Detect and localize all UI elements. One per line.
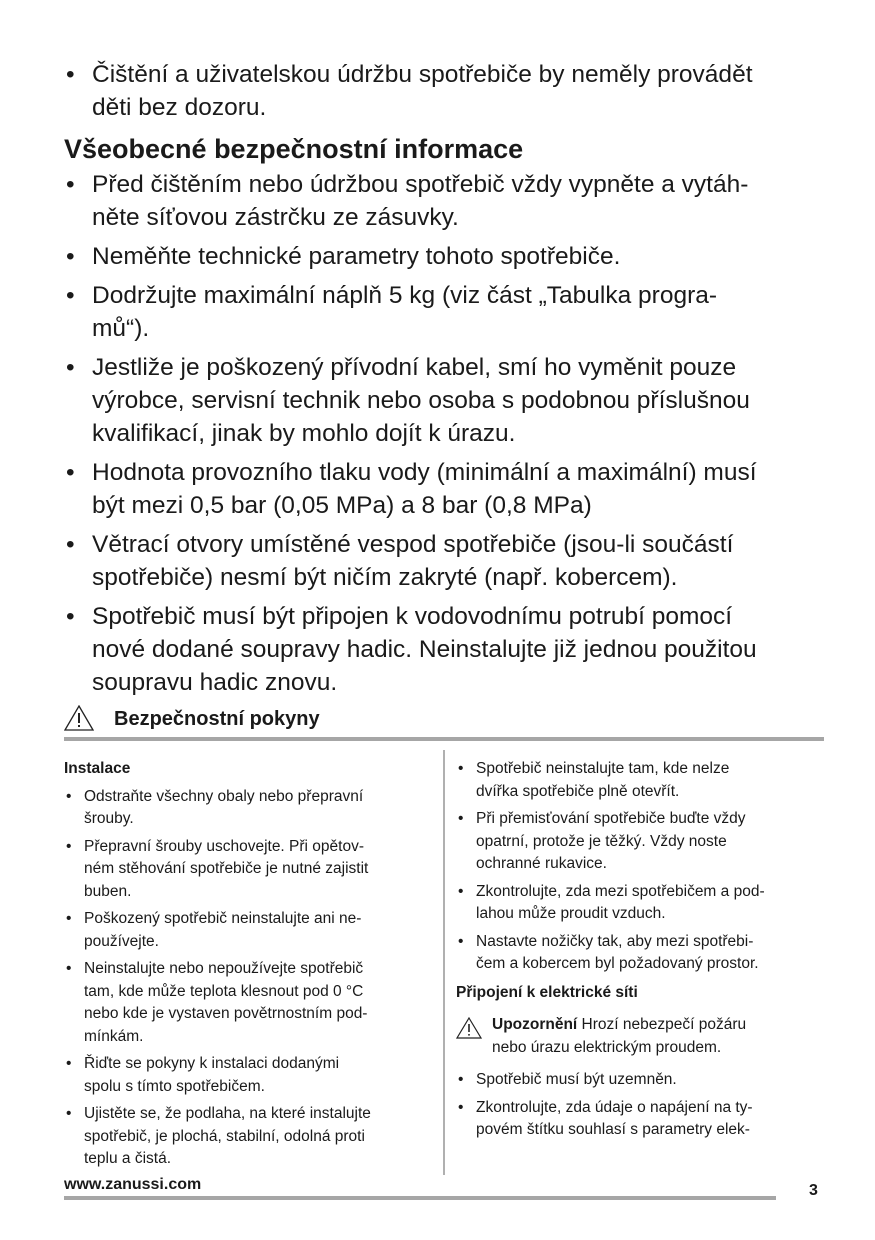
bullet-icon: • bbox=[66, 910, 72, 927]
list-item bbox=[64, 836, 434, 904]
list-item-line: mínkám. bbox=[84, 1027, 144, 1045]
list-item-line: něte síťovou zástrčku ze zásuvky. bbox=[92, 204, 459, 231]
list-item-line: děti bez dozoru. bbox=[92, 94, 267, 121]
list-item bbox=[64, 351, 824, 450]
bullet-icon: • bbox=[458, 1071, 464, 1088]
list-item-line: ochranné rukavice. bbox=[476, 855, 607, 872]
list-item-line: Větrací otvory umístěné vespod spotřebiče (jsou-li součástí bbox=[92, 531, 734, 558]
section-title: Bezpečnostní pokyny bbox=[114, 708, 320, 730]
general-safety-section bbox=[64, 58, 824, 705]
list-item bbox=[64, 600, 824, 699]
list-item-line: Jestliže je poškozený přívodní kabel, smí ho vyměnit pouze bbox=[92, 354, 737, 381]
list-item bbox=[64, 168, 824, 234]
list-item-line: Spotřebič neinstalujte tam, kde nelze bbox=[476, 760, 730, 777]
warning-icon bbox=[64, 705, 94, 731]
installation-heading: Instalace bbox=[64, 760, 131, 777]
list-item-line: ném stěhování spotřebiče je nutné zajistit bbox=[84, 860, 369, 877]
warning-text: Hrozí nebezpečí požáru bbox=[577, 1016, 747, 1033]
list-item-line: spotřebič, je plochá, stabilní, odolná proti bbox=[84, 1127, 365, 1145]
bullet-icon: • bbox=[458, 1098, 464, 1116]
list-item bbox=[64, 240, 824, 273]
list-item bbox=[64, 528, 824, 594]
list-item bbox=[64, 908, 434, 953]
footer-rule bbox=[64, 1196, 776, 1200]
list-item-line: kvalifikací, jinak by mohlo dojít k úrazu. bbox=[92, 420, 516, 447]
bullet-icon: • bbox=[66, 1055, 72, 1072]
electrical-list bbox=[456, 1069, 826, 1142]
bullet-icon: • bbox=[66, 243, 75, 270]
list-item-line: lahou může proudit vzduch. bbox=[476, 905, 666, 922]
list-item-line: Při přemisťování spotřebiče buďte vždy bbox=[476, 810, 746, 827]
list-item bbox=[64, 1103, 434, 1171]
list-item bbox=[64, 1053, 434, 1098]
child-safety-list bbox=[64, 58, 824, 124]
list-item-line: šrouby. bbox=[84, 810, 134, 827]
bullet-icon: • bbox=[66, 1105, 72, 1122]
list-item-line: teplu a čistá. bbox=[84, 1150, 172, 1167]
list-item-line: nové dodané soupravy hadic. Neinstalujte již jednou použitou bbox=[92, 636, 757, 663]
list-item-line: Poškozený spotřebič neinstalujte ani ne- bbox=[84, 910, 362, 927]
list-item-line: výrobce, servisní technik nebo osoba s podobnou příslušnou bbox=[92, 387, 750, 414]
list-item-line: čem a kobercem byl požadovaný prostor. bbox=[476, 955, 759, 972]
list-item-line: Spotřebič musí být uzemněn. bbox=[476, 1071, 677, 1088]
list-item bbox=[456, 808, 826, 876]
list-item-line: Hodnota provozního tlaku vody (minimální a maximální) musí bbox=[92, 459, 757, 486]
installation-list bbox=[64, 786, 434, 1171]
bullet-icon: • bbox=[66, 837, 72, 855]
list-item bbox=[64, 786, 434, 831]
list-item-line: Spotřebič musí být připojen k vodovodnímu potrubí pomocí bbox=[92, 603, 733, 630]
website-link[interactable]: www.zanussi.com bbox=[64, 1176, 202, 1193]
bullet-icon: • bbox=[66, 531, 75, 558]
list-item-line: Přepravní šrouby uschovejte. Při opětov- bbox=[84, 837, 364, 855]
list-item-line: Nastavte nožičky tak, aby mezi spotřebi- bbox=[476, 932, 754, 950]
list-item-line: nebo kde je vystaven povětrnostním pod- bbox=[84, 1005, 368, 1022]
list-item-line: buben. bbox=[84, 882, 132, 900]
warning-icon bbox=[456, 1017, 482, 1039]
bullet-icon: • bbox=[458, 760, 464, 777]
list-item bbox=[456, 931, 826, 976]
right-column bbox=[456, 758, 826, 1147]
list-item-line: Před čištěním nebo údržbou spotřebič vždy vypněte a vytáh- bbox=[92, 171, 749, 198]
bullet-icon: • bbox=[66, 459, 75, 486]
list-item bbox=[64, 58, 824, 124]
page-number: 3 bbox=[809, 1182, 818, 1199]
list-item-line: Ujistěte se, že podlaha, na které instalujte bbox=[84, 1105, 371, 1122]
warning-label: Upozornění bbox=[492, 1016, 578, 1033]
bullet-icon: • bbox=[66, 354, 75, 381]
list-item bbox=[456, 1097, 826, 1142]
bullet-icon: • bbox=[458, 932, 464, 950]
general-safety-heading: Všeobecné bezpečnostní informace bbox=[64, 134, 524, 164]
electrical-warning bbox=[456, 1014, 826, 1059]
list-item bbox=[64, 279, 824, 345]
list-item bbox=[456, 758, 826, 803]
list-item-line: být mezi 0,5 bar (0,05 MPa) a 8 bar (0,8 MPa) bbox=[92, 492, 592, 519]
list-item-line: Zkontrolujte, zda údaje o napájení na ty- bbox=[476, 1098, 753, 1116]
list-item-line: Zkontrolujte, zda mezi spotřebičem a pod- bbox=[476, 882, 765, 900]
list-item-line: tam, kde může teplota klesnout pod 0 °C bbox=[84, 982, 364, 1000]
list-item-line: opatrní, protože je těžký. Vždy noste bbox=[476, 832, 727, 850]
bullet-icon: • bbox=[66, 61, 75, 88]
list-item-line: Čištění a uživatelskou údržbu spotřebiče by neměly provádět bbox=[92, 61, 753, 88]
list-item-line: Neměňte technické parametry tohoto spotřebiče. bbox=[92, 243, 621, 270]
list-item-line: povém štítku souhlasí s parametry elek- bbox=[476, 1121, 750, 1138]
list-item bbox=[456, 1069, 826, 1092]
list-item-line: spolu s tímto spotřebičem. bbox=[84, 1077, 265, 1095]
column-divider bbox=[443, 750, 445, 1175]
safety-instructions-header bbox=[64, 703, 824, 741]
list-item-line: soupravu hadic znovu. bbox=[92, 669, 338, 696]
list-item-line: dvířka spotřebiče plně otevřít. bbox=[476, 782, 680, 800]
list-item-line: používejte. bbox=[84, 932, 159, 950]
list-item-line: Odstraňte všechny obaly nebo přepravní bbox=[84, 787, 364, 805]
electrical-heading: Připojení k elektrické síti bbox=[456, 983, 638, 1001]
bullet-icon: • bbox=[66, 603, 75, 630]
bullet-icon: • bbox=[458, 810, 464, 827]
bullet-icon: • bbox=[66, 282, 75, 309]
list-item-line: spotřebiče) nesmí být ničím zakryté (např. kobercem). bbox=[92, 564, 678, 591]
left-column bbox=[64, 758, 434, 1176]
list-item bbox=[456, 881, 826, 926]
list-item-line: Neinstalujte nebo nepoužívejte spotřebič bbox=[84, 960, 364, 977]
list-item-line: Dodržujte maximální náplň 5 kg (viz část „Tabulka progra- bbox=[92, 282, 718, 309]
bullet-icon: • bbox=[458, 882, 464, 900]
warning-text-line: nebo úrazu elektrickým proudem. bbox=[492, 1038, 722, 1056]
list-item bbox=[64, 456, 824, 522]
list-item-line: mů“). bbox=[92, 315, 150, 342]
bullet-icon: • bbox=[66, 960, 72, 977]
bullet-icon: • bbox=[66, 787, 72, 805]
installation-list-continued bbox=[456, 758, 826, 976]
list-item-line: Řiďte se pokyny k instalaci dodanými bbox=[84, 1055, 340, 1072]
list-item bbox=[64, 958, 434, 1048]
general-safety-list bbox=[64, 168, 824, 699]
bullet-icon: • bbox=[66, 171, 75, 198]
